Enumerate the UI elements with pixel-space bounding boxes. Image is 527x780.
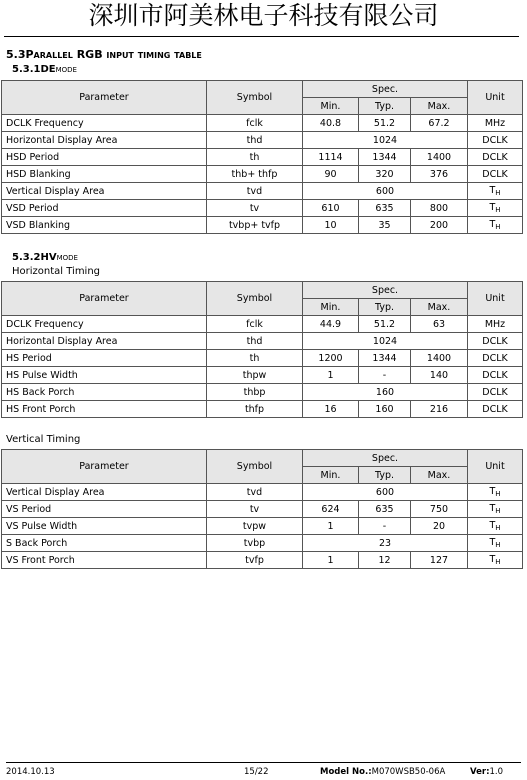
- cell-unit: [468, 484, 523, 501]
- footer-date: 2014.10.13: [6, 767, 55, 777]
- cell-parameter: HS Period: [2, 350, 207, 367]
- col-min: Min.: [303, 299, 359, 316]
- col-typ: Typ.: [359, 467, 411, 484]
- cell-unit: [468, 149, 523, 166]
- col-max: Max.: [411, 467, 468, 484]
- unit-subscript: H: [495, 524, 501, 532]
- cell-symbol: tvbp+ tvfp: [207, 217, 303, 234]
- cell-unit: [468, 183, 523, 200]
- cell-parameter: Vertical Display Area: [2, 484, 207, 501]
- cell-unit: [468, 367, 523, 384]
- col-unit: Unit: [468, 450, 523, 484]
- cell-parameter: S Back Porch: [2, 535, 207, 552]
- cell-symbol: thfp: [207, 401, 303, 418]
- unit-text: DCLK: [482, 151, 508, 163]
- col-symbol: Symbol: [207, 450, 303, 484]
- table-row: [2, 333, 523, 350]
- unit-text: DCLK: [482, 386, 508, 398]
- cell-parameter: Horizontal Display Area: [2, 333, 207, 350]
- cell-unit: [468, 384, 523, 401]
- unit-text: DCLK: [482, 403, 508, 415]
- cell-unit: [468, 501, 523, 518]
- cell-typ: 635: [359, 501, 411, 518]
- cell-symbol: th: [207, 149, 303, 166]
- cell-min: 610: [303, 200, 359, 217]
- cell-parameter: HSD Blanking: [2, 166, 207, 183]
- cell-unit: [468, 115, 523, 132]
- unit-subscript: H: [495, 189, 501, 197]
- cell-spec-value: 1024: [303, 132, 468, 149]
- cell-parameter: DCLK Frequency: [2, 115, 207, 132]
- unit-text: DCLK: [482, 369, 508, 381]
- cell-min: 90: [303, 166, 359, 183]
- cell-unit: [468, 200, 523, 217]
- cell-max: 20: [411, 518, 468, 535]
- cell-symbol: fclk: [207, 316, 303, 333]
- cell-min: 624: [303, 501, 359, 518]
- unit-text: T: [489, 503, 496, 514]
- cell-parameter: VSD Blanking: [2, 217, 207, 234]
- cell-min: 1: [303, 552, 359, 569]
- unit-text: T: [489, 486, 496, 497]
- unit-text: T: [489, 554, 496, 565]
- cell-max: 1400: [411, 350, 468, 367]
- table-row: [2, 552, 523, 569]
- table-row: [2, 501, 523, 518]
- col-parameter: Parameter: [2, 450, 207, 484]
- section-title: [6, 48, 202, 61]
- cell-max: 127: [411, 552, 468, 569]
- table-row: [2, 401, 523, 418]
- vertical-timing-label: Vertical Timing: [6, 434, 81, 445]
- cell-parameter: HSD Period: [2, 149, 207, 166]
- de-timing-table: [1, 80, 523, 234]
- unit-subscript: H: [495, 507, 501, 515]
- unit-text: T: [489, 520, 496, 531]
- col-min: Min.: [303, 467, 359, 484]
- cell-spec-value: 1024: [303, 333, 468, 350]
- cell-unit: [468, 552, 523, 569]
- col-max: Max.: [411, 299, 468, 316]
- header-row: [2, 282, 523, 299]
- cell-parameter: VSD Period: [2, 200, 207, 217]
- cell-unit: [468, 166, 523, 183]
- col-min: Min.: [303, 98, 359, 115]
- cell-typ: 51.2: [359, 115, 411, 132]
- col-unit: Unit: [468, 81, 523, 115]
- col-max: Max.: [411, 98, 468, 115]
- cell-symbol: tvbp: [207, 535, 303, 552]
- vertical-timing-table: [1, 449, 523, 569]
- cell-typ: 35: [359, 217, 411, 234]
- footer-version-value: 1.0: [489, 767, 504, 777]
- footer-model: [320, 767, 445, 777]
- col-symbol: Symbol: [207, 81, 303, 115]
- cell-symbol: thb+ thfp: [207, 166, 303, 183]
- unit-subscript: H: [495, 541, 501, 549]
- cell-symbol: th: [207, 350, 303, 367]
- cell-max: 800: [411, 200, 468, 217]
- cell-symbol: tvd: [207, 183, 303, 200]
- col-parameter: Parameter: [2, 282, 207, 316]
- cell-parameter: HS Pulse Width: [2, 367, 207, 384]
- cell-spec-value: 600: [303, 484, 468, 501]
- cell-symbol: tv: [207, 501, 303, 518]
- cell-max: 216: [411, 401, 468, 418]
- unit-subscript: H: [495, 223, 501, 231]
- cell-spec-value: 160: [303, 384, 468, 401]
- hv-mode-number: 5.3.2HV: [12, 252, 57, 263]
- unit-text: MHz: [484, 318, 506, 330]
- cell-typ: 635: [359, 200, 411, 217]
- cell-max: 63: [411, 316, 468, 333]
- cell-min: 44.9: [303, 316, 359, 333]
- cell-typ: -: [359, 367, 411, 384]
- cell-symbol: thpw: [207, 367, 303, 384]
- cell-min: 1114: [303, 149, 359, 166]
- section-title-text: Parallel RGB input timing table: [25, 48, 202, 61]
- cell-symbol: thbp: [207, 384, 303, 401]
- cell-spec-value: 600: [303, 183, 468, 200]
- cell-parameter: Horizontal Display Area: [2, 132, 207, 149]
- col-spec: Spec.: [303, 450, 468, 467]
- cell-parameter: VS Period: [2, 501, 207, 518]
- cell-symbol: fclk: [207, 115, 303, 132]
- cell-unit: [468, 518, 523, 535]
- cell-parameter: Vertical Display Area: [2, 183, 207, 200]
- header-row: [2, 450, 523, 467]
- unit-text: MHz: [484, 117, 506, 129]
- col-parameter: Parameter: [2, 81, 207, 115]
- unit-text: T: [489, 202, 496, 213]
- de-mode-number: 5.3.1DE: [12, 64, 56, 75]
- unit-text: DCLK: [482, 352, 508, 364]
- horizontal-timing-table: [1, 281, 523, 418]
- cell-parameter: VS Pulse Width: [2, 518, 207, 535]
- unit-subscript: H: [495, 206, 501, 214]
- cell-unit: [468, 535, 523, 552]
- cell-min: 40.8: [303, 115, 359, 132]
- unit-text: DCLK: [482, 335, 508, 347]
- unit-text: DCLK: [482, 168, 508, 180]
- table-row: [2, 484, 523, 501]
- header-row: [2, 81, 523, 98]
- table-row: [2, 132, 523, 149]
- cell-unit: [468, 350, 523, 367]
- cell-symbol: thd: [207, 132, 303, 149]
- unit-subscript: H: [495, 558, 501, 566]
- table-row: [2, 183, 523, 200]
- table-row: [2, 166, 523, 183]
- company-name: 深圳市阿美林电子科技有限公司: [88, 1, 439, 30]
- cell-max: 200: [411, 217, 468, 234]
- cell-parameter: VS Front Porch: [2, 552, 207, 569]
- cell-unit: [468, 401, 523, 418]
- cell-parameter: HS Back Porch: [2, 384, 207, 401]
- cell-min: 1200: [303, 350, 359, 367]
- table-row: [2, 535, 523, 552]
- col-spec: Spec.: [303, 81, 468, 98]
- cell-parameter: DCLK Frequency: [2, 316, 207, 333]
- unit-text: T: [489, 185, 496, 196]
- cell-unit: [468, 217, 523, 234]
- cell-symbol: tvfp: [207, 552, 303, 569]
- cell-unit: [468, 333, 523, 350]
- cell-symbol: tvd: [207, 484, 303, 501]
- cell-min: 10: [303, 217, 359, 234]
- table-row: [2, 518, 523, 535]
- col-unit: Unit: [468, 282, 523, 316]
- de-mode-text: mode: [55, 64, 77, 75]
- unit-text: T: [489, 219, 496, 230]
- table-row: [2, 316, 523, 333]
- col-typ: Typ.: [359, 299, 411, 316]
- horizontal-timing-label: Horizontal Timing: [12, 266, 101, 277]
- table-row: [2, 350, 523, 367]
- cell-unit: [468, 132, 523, 149]
- page-footer: [6, 762, 521, 777]
- table-row: [2, 217, 523, 234]
- table-row: [2, 384, 523, 401]
- cell-typ: 160: [359, 401, 411, 418]
- cell-typ: 1344: [359, 149, 411, 166]
- cell-max: 1400: [411, 149, 468, 166]
- table-row: [2, 367, 523, 384]
- cell-max: 67.2: [411, 115, 468, 132]
- unit-subscript: H: [495, 490, 501, 498]
- cell-max: 140: [411, 367, 468, 384]
- cell-typ: -: [359, 518, 411, 535]
- cell-typ: 320: [359, 166, 411, 183]
- cell-typ: 51.2: [359, 316, 411, 333]
- cell-max: 750: [411, 501, 468, 518]
- unit-text: T: [489, 537, 496, 548]
- cell-spec-value: 23: [303, 535, 468, 552]
- de-mode-title: [12, 64, 77, 75]
- cell-parameter: HS Front Porch: [2, 401, 207, 418]
- col-typ: Typ.: [359, 98, 411, 115]
- cell-max: 376: [411, 166, 468, 183]
- footer-version-label: Ver:: [470, 767, 490, 777]
- cell-min: 1: [303, 518, 359, 535]
- table-row: [2, 200, 523, 217]
- header-divider: [4, 36, 519, 37]
- cell-typ: 1344: [359, 350, 411, 367]
- cell-typ: 12: [359, 552, 411, 569]
- col-spec: Spec.: [303, 282, 468, 299]
- cell-symbol: tvpw: [207, 518, 303, 535]
- hv-mode-title: [12, 252, 78, 263]
- cell-min: 1: [303, 367, 359, 384]
- footer-model-label: Model No.:: [320, 767, 372, 777]
- col-symbol: Symbol: [207, 282, 303, 316]
- cell-min: 16: [303, 401, 359, 418]
- table-row: [2, 149, 523, 166]
- footer-version: [470, 767, 503, 777]
- cell-symbol: thd: [207, 333, 303, 350]
- hv-mode-text: mode: [56, 252, 78, 263]
- section-title-number: 5.3: [6, 48, 26, 61]
- unit-text: DCLK: [482, 134, 508, 146]
- footer-page-number: 15/22: [244, 767, 269, 777]
- cell-symbol: tv: [207, 200, 303, 217]
- cell-unit: [468, 316, 523, 333]
- table-row: [2, 115, 523, 132]
- footer-model-value: M070WSB50-06A: [371, 767, 446, 777]
